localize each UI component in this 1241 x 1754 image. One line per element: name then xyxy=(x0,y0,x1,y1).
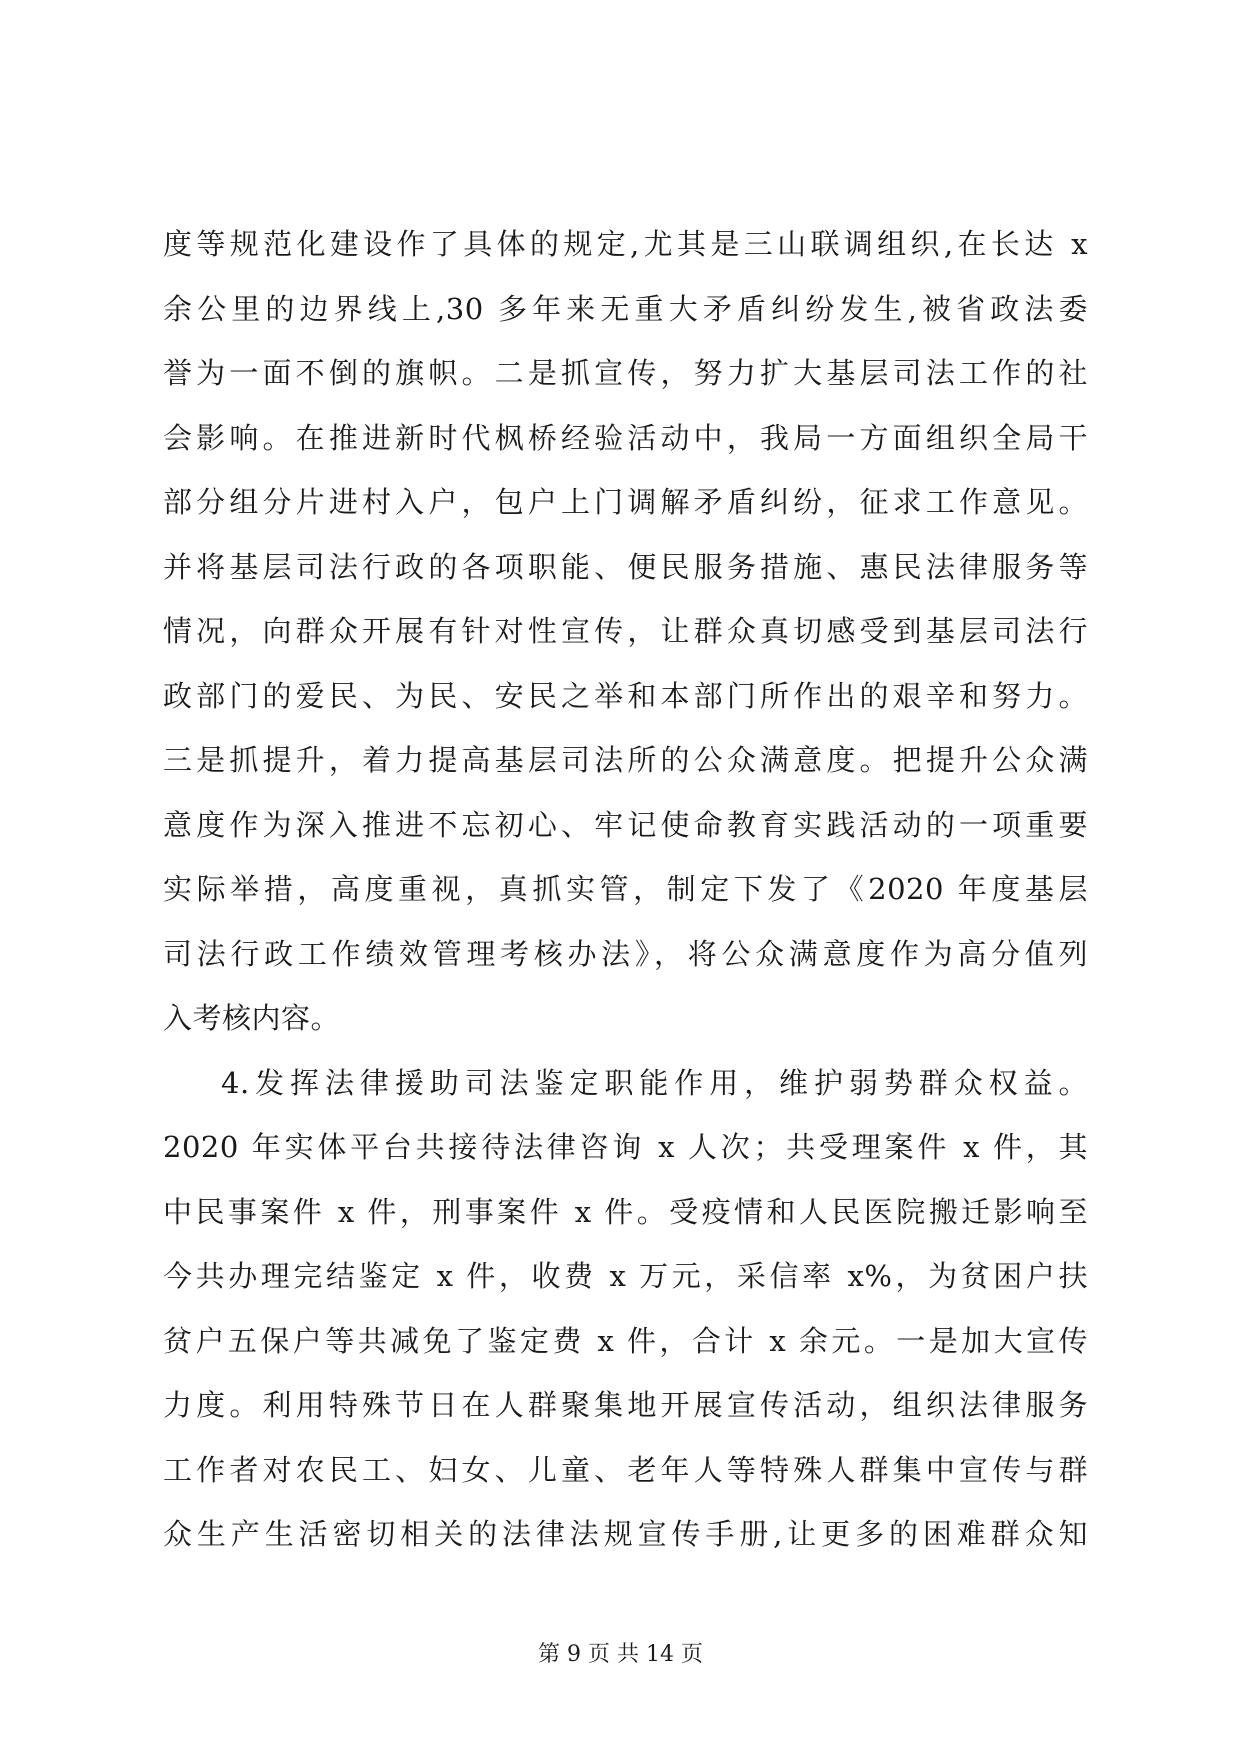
text-line: 情况，向群众开展有针对性宣传，让群众真切感受到基层司法行 xyxy=(163,614,1088,648)
text-line: 中民事案件 x 件，刑事案件 x 件。受疫情和人民医院搬迁影响至 xyxy=(163,1194,1088,1229)
text-line: 三是抓提升，着力提高基层司法所的公众满意度。把提升公众满 xyxy=(163,743,1088,777)
text-line: 2020 年实体平台共接待法律咨询 x 人次；共受理案件 x 件，其 xyxy=(163,1130,1088,1164)
text-line: 誉为一面不倒的旗帜。二是抓宣传，努力扩大基层司法工作的社 xyxy=(163,356,1088,390)
text-line: 司法行政工作绩效管理考核办法》，将公众满意度作为高分值列 xyxy=(163,936,1088,971)
text-line: 部分组分片进村入户，包户上门调解矛盾纠纷，征求工作意见。 xyxy=(163,485,1088,519)
text-line: 4.发挥法律援助司法鉴定职能作用，维护弱势群众权益。 xyxy=(221,1065,1088,1100)
text-line: 度等规范化建设作了具体的规定,尤其是三山联调组织,在长达 x xyxy=(163,227,1088,261)
text-line: 余公里的边界线上,30 多年来无重大矛盾纠纷发生,被省政法委 xyxy=(163,291,1088,326)
text-line: 工作者对农民工、妇女、儿童、老年人等特殊人群集中宣传与群 xyxy=(163,1452,1088,1487)
text-line: 众生产生活密切相关的法律法规宣传手册,让更多的困难群众知 xyxy=(163,1517,1088,1551)
text-line: 实际举措，高度重视，真抓实管，制定下发了《2020 年度基层 xyxy=(163,872,1088,906)
text-line: 今共办理完结鉴定 x 件，收费 x 万元，采信率 x%，为贫困户扶 xyxy=(163,1259,1088,1293)
body-text xyxy=(163,212,1088,1567)
text-line: 力度。利用特殊节日在人群聚集地开展宣传活动，组织法律服务 xyxy=(163,1388,1088,1422)
text-line: 政部门的爱民、为民、安民之举和本部门所作出的艰辛和努力。 xyxy=(163,678,1088,713)
text-line: 意度作为深入推进不忘初心、牢记使命教育实践活动的一项重要 xyxy=(163,807,1088,842)
text-line: 贫户五保户等共减免了鉴定费 x 件，合计 x 余元。一是加大宣传 xyxy=(163,1323,1088,1358)
page-number-footer: 第 9 页 共 14 页 xyxy=(538,1642,703,1667)
text-line: 并将基层司法行政的各项职能、便民服务措施、惠民法律服务等 xyxy=(163,549,1088,584)
text-line: 会影响。在推进新时代枫桥经验活动中，我局一方面组织全局干 xyxy=(163,420,1088,455)
text-line: 入考核内容。 xyxy=(163,1001,341,1035)
